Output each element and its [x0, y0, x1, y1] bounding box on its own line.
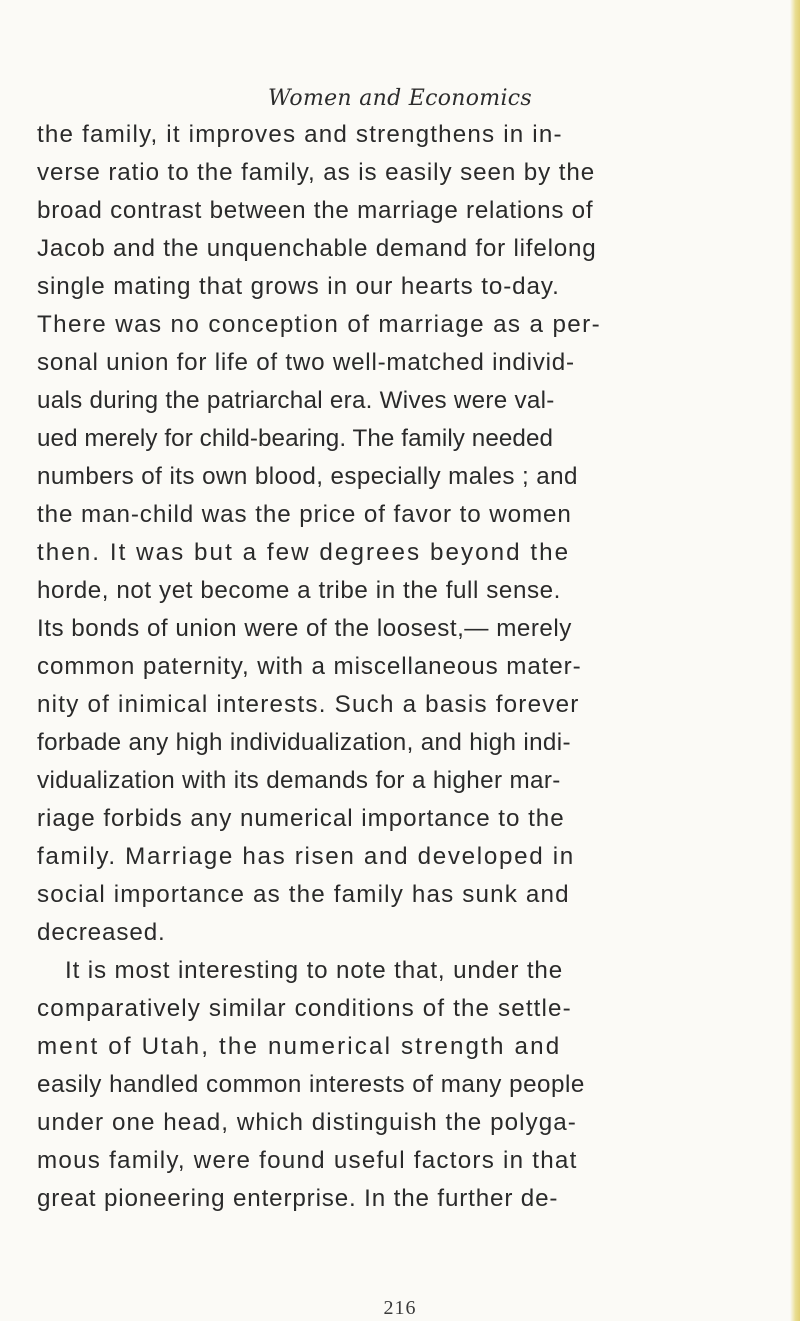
text-line: sonal union for life of two well-matched individ-	[37, 349, 575, 376]
text-line: ued merely for child-bearing. The family needed	[37, 425, 554, 452]
text-line: single mating that grows in our hearts to-day.	[37, 273, 560, 300]
text-line: the man-child was the price of favor to women	[37, 501, 572, 528]
text-line: Its bonds of union were of the loosest,— merely	[37, 615, 572, 642]
text-line: riage forbids any numerical importance to the	[37, 805, 565, 832]
text-line: decreased.	[37, 919, 166, 946]
text-line: mous family, were found useful factors in that	[37, 1147, 578, 1174]
text-line: verse ratio to the family, as is easily seen by the	[37, 159, 596, 186]
text-line: social importance as the family has sunk and	[37, 881, 570, 908]
running-head: Women and Economics	[267, 86, 533, 111]
text-line: vidualization with its demands for a higher mar-	[37, 767, 561, 794]
text-line: then. It was but a few degrees beyond the	[37, 539, 571, 566]
text-line: uals during the patriarchal era. Wives were val-	[37, 387, 555, 414]
text-line: the family, it improves and strengthens in in-	[37, 121, 563, 148]
text-line: broad contrast between the marriage relations of	[37, 197, 594, 224]
text-line: nity of inimical interests. Such a basis forever	[37, 691, 580, 718]
text-line: easily handled common interests of many people	[37, 1071, 585, 1098]
text-line: family. Marriage has risen and developed in	[37, 843, 575, 870]
text-line: comparatively similar conditions of the settle-	[37, 995, 572, 1022]
text-line: under one head, which distinguish the polyga-	[37, 1109, 577, 1136]
page-number: 216	[383, 1297, 417, 1319]
page-edge	[790, 0, 800, 1321]
text-line: horde, not yet become a tribe in the full sense.	[37, 577, 561, 604]
text-line: There was no conception of marriage as a per-	[37, 311, 602, 338]
text-line: great pioneering enterprise. In the further de-	[37, 1185, 559, 1212]
text-line: ment of Utah, the numerical strength and	[37, 1033, 562, 1060]
text-line: numbers of its own blood, especially males ; and	[37, 463, 578, 490]
text-line: forbade any high individualization, and high indi-	[37, 729, 571, 756]
text-line: Jacob and the unquenchable demand for lifelong	[37, 235, 597, 262]
text-line: It is most interesting to note that, under the	[65, 957, 564, 984]
text-line: common paternity, with a miscellaneous mater-	[37, 653, 582, 680]
